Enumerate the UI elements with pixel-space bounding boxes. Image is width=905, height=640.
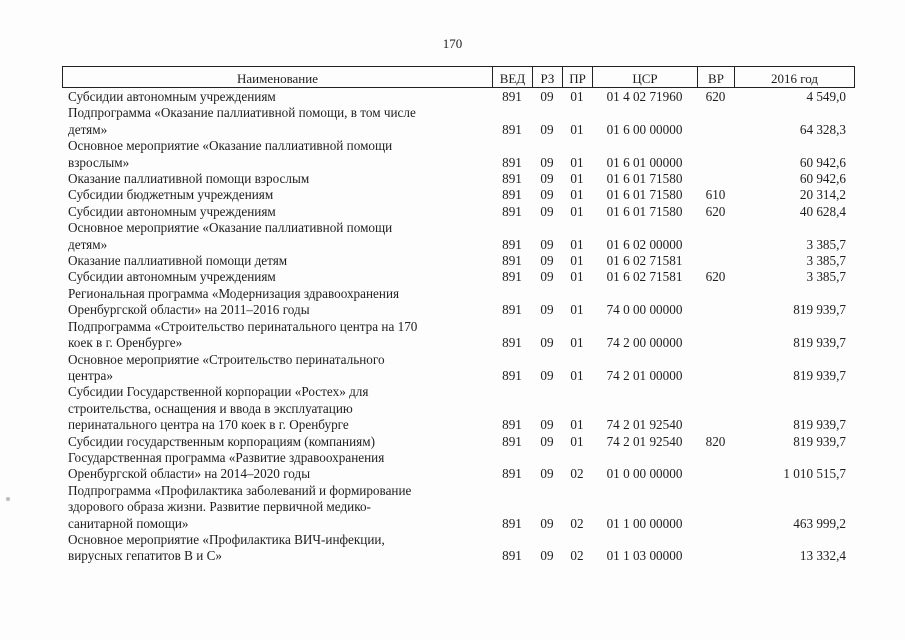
row-name-line: Подпрограмма «Строительство перинатального центра на 170 (68, 318, 418, 334)
row-rz: 09 (540, 154, 554, 170)
header-csr: ЦСР (593, 67, 698, 88)
table-row (62, 384, 854, 433)
row-csr: 74 2 01 92540 (606, 433, 683, 449)
row-sum: 40 628,4 (799, 203, 846, 219)
row-name-line: перинатального центра на 170 коек в г. Оренбурге (68, 417, 349, 433)
row-ved: 891 (502, 171, 522, 187)
table-row (62, 204, 854, 220)
row-name-line: санитарной помощи» (68, 515, 189, 531)
row-pr: 01 (570, 154, 584, 170)
row-name-line: Подпрограмма «Оказание паллиативной помощи, в том числе (68, 105, 416, 121)
row-sum: 819 939,7 (793, 417, 846, 433)
row-pr: 01 (570, 302, 584, 318)
row-sum: 819 939,7 (793, 367, 846, 383)
row-csr: 01 6 02 71581 (606, 253, 683, 269)
table-row (62, 89, 854, 105)
row-pr: 01 (570, 236, 584, 252)
row-csr: 01 6 01 71580 (606, 171, 683, 187)
table-row (62, 138, 854, 171)
row-pr: 02 (570, 548, 584, 564)
table-row (62, 483, 854, 532)
row-csr: 01 6 01 71580 (606, 187, 683, 203)
row-pr: 01 (570, 253, 584, 269)
row-rz: 09 (540, 466, 554, 482)
row-csr: 01 6 01 71580 (606, 203, 683, 219)
row-rz: 09 (540, 548, 554, 564)
row-sum: 819 939,7 (793, 302, 846, 318)
scan-speck (6, 497, 10, 501)
table-row (62, 286, 854, 319)
row-name-line: Оказание паллиативной помощи детям (68, 253, 288, 269)
row-sum: 20 314,2 (799, 187, 846, 203)
row-pr: 01 (570, 89, 584, 104)
row-name-line: Основное мероприятие «Оказание паллиативной помощи (68, 138, 393, 154)
row-name (62, 319, 492, 352)
row-name (62, 450, 492, 483)
table-row (62, 532, 854, 565)
row-ved: 891 (502, 89, 522, 104)
row-rz: 09 (540, 253, 554, 269)
row-rz: 09 (540, 187, 554, 203)
row-csr: 74 2 01 00000 (606, 367, 683, 383)
row-name-line: Региональная программа «Модернизация здравоохранения (68, 285, 400, 301)
row-name-line: Государственная программа «Развитие здравоохранения (68, 449, 385, 465)
row-name-line: Субсидии Государственной корпорации «Ростех» для (68, 384, 369, 400)
row-pr: 01 (570, 269, 584, 285)
header-vr: ВР (698, 67, 735, 88)
page-number: 170 (442, 36, 463, 51)
row-name-line: Субсидии автономным учреждениям (68, 269, 276, 285)
row-csr: 01 0 00 00000 (606, 466, 683, 482)
row-vr: 820 (705, 433, 726, 449)
table-row (62, 450, 854, 483)
row-name-line: детям» (68, 121, 108, 137)
table-row (62, 220, 854, 253)
row-name (62, 105, 492, 138)
row-name-line: детям» (68, 236, 108, 252)
row-csr: 01 6 02 71581 (606, 269, 683, 285)
row-pr: 01 (570, 203, 584, 219)
row-csr: 74 0 00 00000 (606, 302, 683, 318)
row-name (62, 220, 492, 253)
row-pr: 02 (570, 466, 584, 482)
row-rz: 09 (540, 121, 554, 137)
table-header (62, 66, 855, 88)
row-csr: 74 2 01 92540 (606, 417, 683, 433)
table-row (62, 187, 854, 203)
row-pr: 01 (570, 433, 584, 449)
row-sum: 1 010 515,7 (783, 466, 846, 482)
row-ved: 891 (502, 302, 522, 318)
row-name (62, 352, 492, 385)
row-name-line: Подпрограмма «Профилактика заболеваний и формирование (68, 482, 412, 498)
row-rz: 09 (540, 335, 554, 351)
row-rz: 09 (540, 515, 554, 531)
row-sum: 3 385,7 (806, 253, 846, 269)
row-csr: 01 1 00 00000 (606, 515, 683, 531)
table-row (62, 253, 854, 269)
row-sum: 13 332,4 (799, 548, 846, 564)
row-name (62, 434, 492, 450)
row-name (62, 286, 492, 319)
row-csr: 01 6 01 00000 (606, 154, 683, 170)
row-ved: 891 (502, 417, 522, 433)
row-name-line: Основное мероприятие «Строительство перинатального (68, 351, 385, 367)
row-name (62, 138, 492, 171)
row-name (62, 253, 492, 269)
row-pr: 01 (570, 121, 584, 137)
row-vr: 610 (705, 187, 726, 203)
row-name (62, 532, 492, 565)
row-sum: 463 999,2 (793, 515, 846, 531)
header-rz: РЗ (533, 67, 563, 88)
row-ved: 891 (502, 433, 522, 449)
row-sum: 64 328,3 (799, 121, 846, 137)
table-row (62, 171, 854, 187)
row-name-line: строительства, оснащения и ввода в эксплуатацию (68, 400, 353, 416)
row-name-line: Основное мероприятие «Оказание паллиативной помощи (68, 220, 393, 236)
row-name-line: взрослым» (68, 154, 130, 170)
row-csr: 01 6 00 00000 (606, 121, 683, 137)
row-name-line: вирусных гепатитов В и С» (68, 548, 222, 564)
row-sum: 819 939,7 (793, 433, 846, 449)
row-ved: 891 (502, 269, 522, 285)
row-name (62, 204, 492, 220)
table-row (62, 352, 854, 385)
row-sum: 3 385,7 (806, 269, 846, 285)
row-name-line: Субсидии государственным корпорациям (компаниям) (68, 433, 375, 449)
row-ved: 891 (502, 187, 522, 203)
table-body (62, 89, 854, 565)
row-rz: 09 (540, 89, 554, 104)
row-name (62, 269, 492, 285)
row-name (62, 483, 492, 532)
row-sum: 4 549,0 (806, 89, 846, 104)
table-row (62, 105, 854, 138)
row-ved: 891 (502, 367, 522, 383)
row-name (62, 384, 492, 433)
row-name-line: Оренбургской области» на 2014–2020 годы (68, 466, 311, 482)
row-name-line: Субсидии бюджетным учреждениям (68, 187, 274, 203)
row-name-line: Основное мероприятие «Профилактика ВИЧ-инфекции, (68, 531, 385, 547)
row-name-line: центра» (68, 367, 113, 383)
row-name-line: здорового образа жизни. Развитие первичной медико- (68, 499, 371, 515)
row-ved: 891 (502, 335, 522, 351)
row-rz: 09 (540, 171, 554, 187)
row-name (62, 171, 492, 187)
row-sum: 60 942,6 (799, 171, 846, 187)
row-ved: 891 (502, 154, 522, 170)
row-rz: 09 (540, 269, 554, 285)
row-sum: 3 385,7 (806, 236, 846, 252)
row-rz: 09 (540, 367, 554, 383)
header-year: 2016 год (735, 67, 855, 88)
row-pr: 01 (570, 335, 584, 351)
row-vr: 620 (705, 203, 726, 219)
row-rz: 09 (540, 417, 554, 433)
table-row (62, 434, 854, 450)
row-name-line: Оренбургской области» на 2011–2016 годы (68, 302, 310, 318)
row-sum: 819 939,7 (793, 335, 846, 351)
row-csr: 01 6 02 00000 (606, 236, 683, 252)
row-rz: 09 (540, 302, 554, 318)
row-csr: 74 2 00 00000 (606, 335, 683, 351)
row-name-line: Субсидии автономным учреждениям (68, 89, 276, 104)
header-name: Наименование (63, 67, 493, 88)
row-pr: 01 (570, 417, 584, 433)
row-ved: 891 (502, 548, 522, 564)
table-row (62, 269, 854, 285)
row-rz: 09 (540, 236, 554, 252)
row-ved: 891 (502, 253, 522, 269)
row-name-line: коек в г. Оренбурге» (68, 335, 183, 351)
row-ved: 891 (502, 466, 522, 482)
row-vr: 620 (705, 269, 726, 285)
row-name (62, 89, 492, 105)
row-csr: 01 1 03 00000 (606, 548, 683, 564)
row-pr: 02 (570, 515, 584, 531)
row-pr: 01 (570, 367, 584, 383)
row-pr: 01 (570, 171, 584, 187)
row-ved: 891 (502, 515, 522, 531)
row-pr: 01 (570, 187, 584, 203)
row-rz: 09 (540, 433, 554, 449)
row-csr: 01 4 02 71960 (606, 89, 683, 104)
row-name-line: Субсидии автономным учреждениям (68, 203, 276, 219)
row-name-line: Оказание паллиативной помощи взрослым (68, 171, 310, 187)
row-ved: 891 (502, 121, 522, 137)
table-row (62, 319, 854, 352)
row-sum: 60 942,6 (799, 154, 846, 170)
header-pr: ПР (563, 67, 593, 88)
row-ved: 891 (502, 236, 522, 252)
row-ved: 891 (502, 203, 522, 219)
header-ved: ВЕД (493, 67, 533, 88)
row-name (62, 187, 492, 203)
row-rz: 09 (540, 203, 554, 219)
row-vr: 620 (705, 89, 726, 104)
